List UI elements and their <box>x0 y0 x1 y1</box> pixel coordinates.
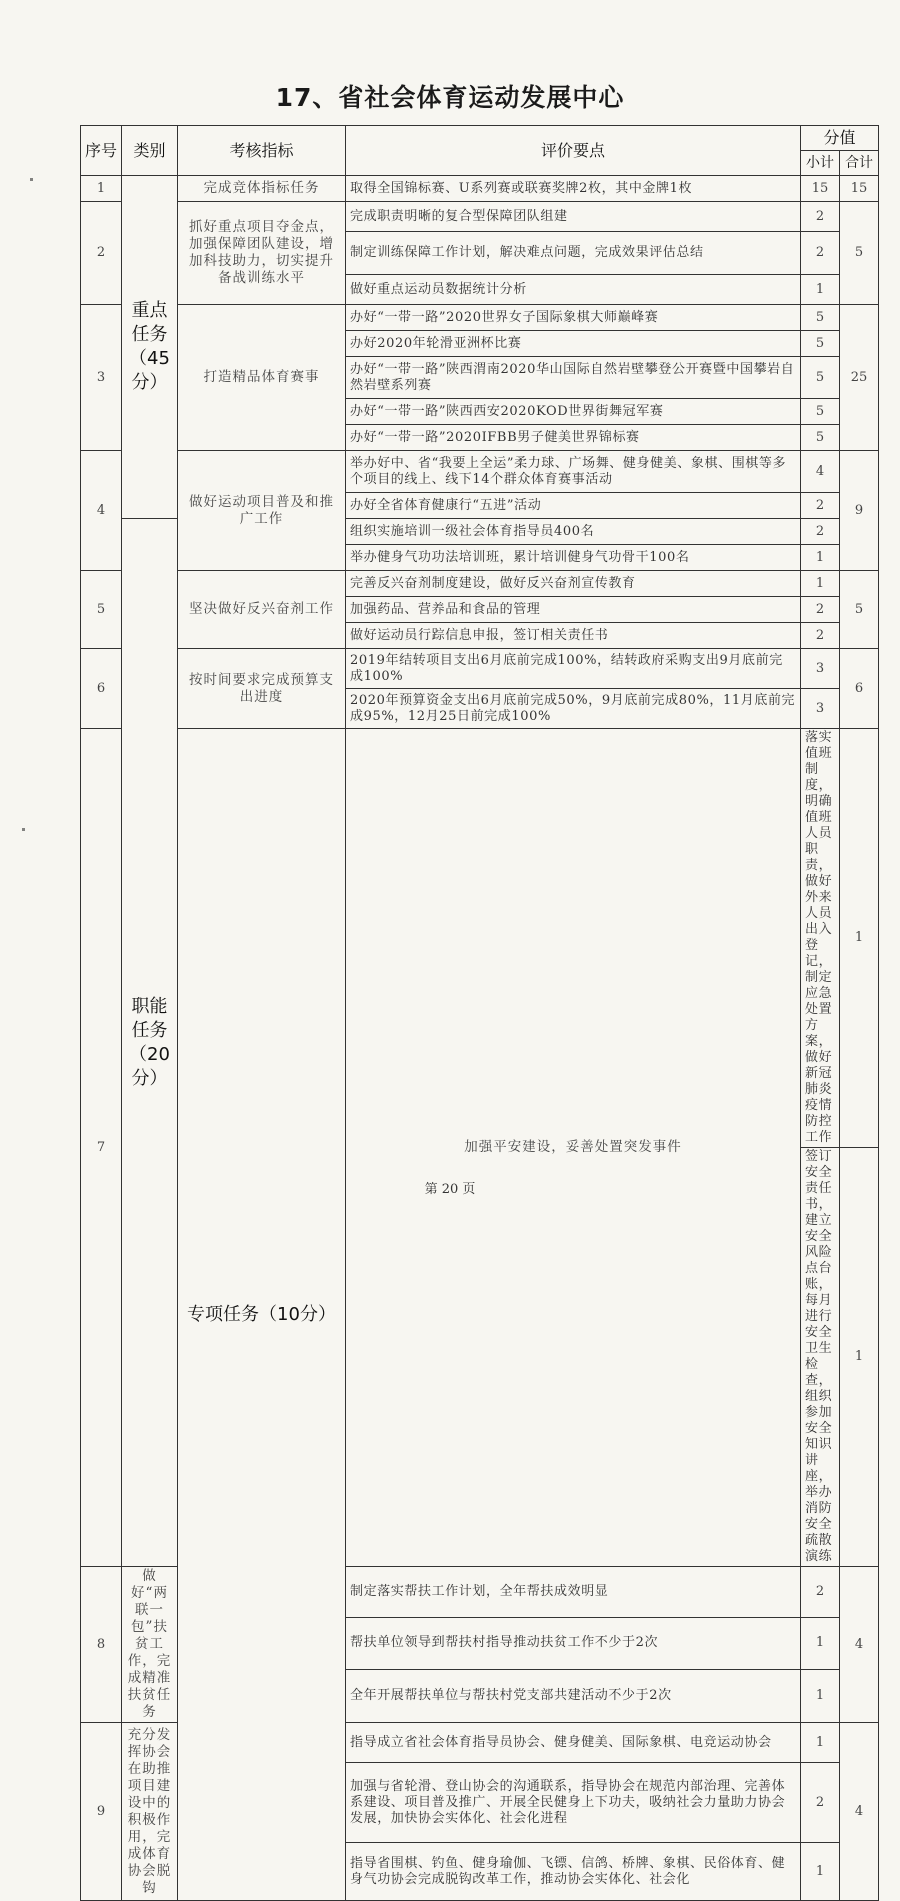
assessment-table <box>80 125 879 1901</box>
seq-cell: 1 <box>81 176 122 202</box>
scan-speck <box>22 828 25 831</box>
scan-speck <box>30 178 33 181</box>
indicator-cell: 充分发挥协会在助推项目建设中的积极作用，完成体育协会脱钩 <box>122 1723 178 1901</box>
subtotal-cell: 1 <box>801 1617 840 1670</box>
point-cell: 全年开展帮扶单位与帮扶村党支部共建活动不少于2次 <box>346 1670 801 1723</box>
subtotal-cell: 2 <box>801 232 840 275</box>
point-cell: 制定训练保障工作计划，解决难点问题，完成效果评估总结 <box>346 232 801 275</box>
header-total: 合计 <box>840 151 879 176</box>
seq-cell: 2 <box>81 202 122 305</box>
point-cell: 办好全省体育健康行“五进”活动 <box>346 493 801 519</box>
subtotal-cell: 2 <box>801 202 840 232</box>
point-cell: 加强与省轮滑、登山协会的沟通联系，指导协会在规范内部治理、完善体系建设、项目普及推广、开展全民健身上下功夫，吸纳社会力量助力协会发展，加快协会实体化、社会化进程 <box>346 1763 801 1843</box>
seq-cell: 8 <box>81 1567 122 1723</box>
total-cell: 4 <box>840 1567 879 1723</box>
indicator-cell: 按时间要求完成预算支出进度 <box>178 649 346 729</box>
header-indicator: 考核指标 <box>178 126 346 176</box>
point-cell: 办好“一带一路”陕西西安2020KOD世界街舞冠军赛 <box>346 399 801 425</box>
total-cell: 5 <box>840 571 879 649</box>
total-cell: 25 <box>840 305 879 451</box>
table-row <box>81 451 879 493</box>
subtotal-cell: 3 <box>801 649 840 689</box>
point-cell: 2019年结转项目支出6月底前完成100%，结转政府采购支出9月底前完成100% <box>346 649 801 689</box>
total-cell: 6 <box>840 649 879 729</box>
subtotal-cell: 1 <box>840 729 879 1148</box>
seq-cell: 6 <box>81 649 122 729</box>
page-number: 第 20 页 <box>424 1182 476 1197</box>
subtotal-cell: 5 <box>801 399 840 425</box>
seq-cell: 5 <box>81 571 122 649</box>
indicator-cell: 加强平安建设，妥善处置突发事件 <box>346 729 801 1567</box>
page-title: 17、省社会体育运动发展中心 <box>275 83 625 112</box>
point-cell: 办好“一带一路”2020IFBB男子健美世界锦标赛 <box>346 425 801 451</box>
seq-cell: 4 <box>81 451 122 571</box>
subtotal-cell: 5 <box>801 357 840 399</box>
subtotal-cell: 2 <box>801 519 840 545</box>
total-cell: 4 <box>840 1723 879 1901</box>
total-cell: 9 <box>840 451 879 571</box>
subtotal-cell: 5 <box>801 305 840 331</box>
point-cell: 办好“一带一路”2020世界女子国际象棋大师巅峰赛 <box>346 305 801 331</box>
header-subtotal: 小计 <box>801 151 840 176</box>
point-cell: 制定落实帮扶工作计划，全年帮扶成效明显 <box>346 1567 801 1618</box>
indicator-cell: 抓好重点项目夺金点，加强保障团队建设，增加科技助力，切实提升备战训练水平 <box>178 202 346 305</box>
header-seq: 序号 <box>81 126 122 176</box>
subtotal-cell: 4 <box>801 451 840 493</box>
subtotal-cell: 2 <box>801 1567 840 1618</box>
point-cell: 办好2020年轮滑亚洲杯比赛 <box>346 331 801 357</box>
subtotal-cell: 5 <box>801 331 840 357</box>
subtotal-cell: 1 <box>801 275 840 305</box>
point-cell: 2020年预算资金支出6月底前完成50%，9月底前完成80%，11月底前完成95%，12月25日前完成100% <box>346 689 801 729</box>
table-row <box>81 729 879 1148</box>
header-score: 分值 <box>801 126 879 151</box>
seq-cell: 9 <box>81 1723 122 1901</box>
total-cell: 15 <box>840 176 879 202</box>
subtotal-cell: 2 <box>801 493 840 519</box>
subtotal-cell: 1 <box>801 545 840 571</box>
category-special-tasks: 专项任务（10分） <box>178 729 346 1901</box>
indicator-cell: 做好运动项目普及和推广工作 <box>178 451 346 571</box>
point-cell: 组织实施培训一级社会体育指导员400名 <box>346 519 801 545</box>
subtotal-cell: 15 <box>801 176 840 202</box>
point-cell: 做好运动员行踪信息申报，签订相关责任书 <box>346 623 801 649</box>
subtotal-cell: 1 <box>801 1723 840 1763</box>
point-cell: 签订安全责任书，建立安全风险点台账，每月进行安全卫生检查，组织参加安全知识讲座，举办消防安全疏散演练 <box>801 1148 840 1567</box>
point-cell: 完善反兴奋剂制度建设，做好反兴奋剂宣传教育 <box>346 571 801 597</box>
category-key-tasks: 重点任务（45分） <box>122 176 178 519</box>
subtotal-cell: 1 <box>801 571 840 597</box>
table-row <box>81 202 879 232</box>
table-row <box>81 571 879 597</box>
point-cell: 办好“一带一路”陕西渭南2020华山国际自然岩壁攀登公开赛暨中国攀岩自然岩壁系列赛 <box>346 357 801 399</box>
seq-cell: 3 <box>81 305 122 451</box>
subtotal-cell: 5 <box>801 425 840 451</box>
table-row <box>81 176 879 202</box>
subtotal-cell: 2 <box>801 597 840 623</box>
subtotal-cell: 1 <box>801 1843 840 1901</box>
indicator-cell: 打造精品体育赛事 <box>178 305 346 451</box>
point-cell: 完成职责明晰的复合型保障团队组建 <box>346 202 801 232</box>
point-cell: 做好重点运动员数据统计分析 <box>346 275 801 305</box>
subtotal-cell: 1 <box>801 1670 840 1723</box>
point-cell: 取得全国锦标赛、U系列赛或联赛奖牌2枚，其中金牌1枚 <box>346 176 801 202</box>
indicator-cell: 做好“两联一包”扶贫工作，完成精准扶贫任务 <box>122 1567 178 1723</box>
header-category: 类别 <box>122 126 178 176</box>
point-cell: 加强药品、营养品和食品的管理 <box>346 597 801 623</box>
table-row <box>81 649 879 689</box>
point-cell: 举办好中、省“我要上全运”柔力球、广场舞、健身健美、象棋、围棋等多个项目的线上、线下14个群众体育赛事活动 <box>346 451 801 493</box>
table-row <box>81 305 879 331</box>
subtotal-cell: 1 <box>840 1148 879 1567</box>
category-function-tasks: 职能任务（20分） <box>122 519 178 1567</box>
point-cell: 帮扶单位领导到帮扶村指导推动扶贫工作不少于2次 <box>346 1617 801 1670</box>
total-cell: 5 <box>840 202 879 305</box>
point-cell: 指导省围棋、钓鱼、健身瑜伽、飞镖、信鸽、桥牌、象棋、民俗体育、健身气功协会完成脱钩改革工作，推动协会实体化、社会化 <box>346 1843 801 1901</box>
indicator-cell: 完成竞体指标任务 <box>178 176 346 202</box>
subtotal-cell: 2 <box>801 1763 840 1843</box>
point-cell: 落实值班制度，明确值班人员职责，做好外来人员出入登记，制定应急处置方案，做好新冠肺炎疫情防控工作 <box>801 729 840 1148</box>
subtotal-cell: 2 <box>801 623 840 649</box>
subtotal-cell: 3 <box>801 689 840 729</box>
header-points: 评价要点 <box>346 126 801 176</box>
point-cell: 指导成立省社会体育指导员协会、健身健美、国际象棋、电竞运动协会 <box>346 1723 801 1763</box>
seq-cell: 7 <box>81 729 122 1567</box>
indicator-cell: 坚决做好反兴奋剂工作 <box>178 571 346 649</box>
point-cell: 举办健身气功功法培训班，累计培训健身气功骨干100名 <box>346 545 801 571</box>
